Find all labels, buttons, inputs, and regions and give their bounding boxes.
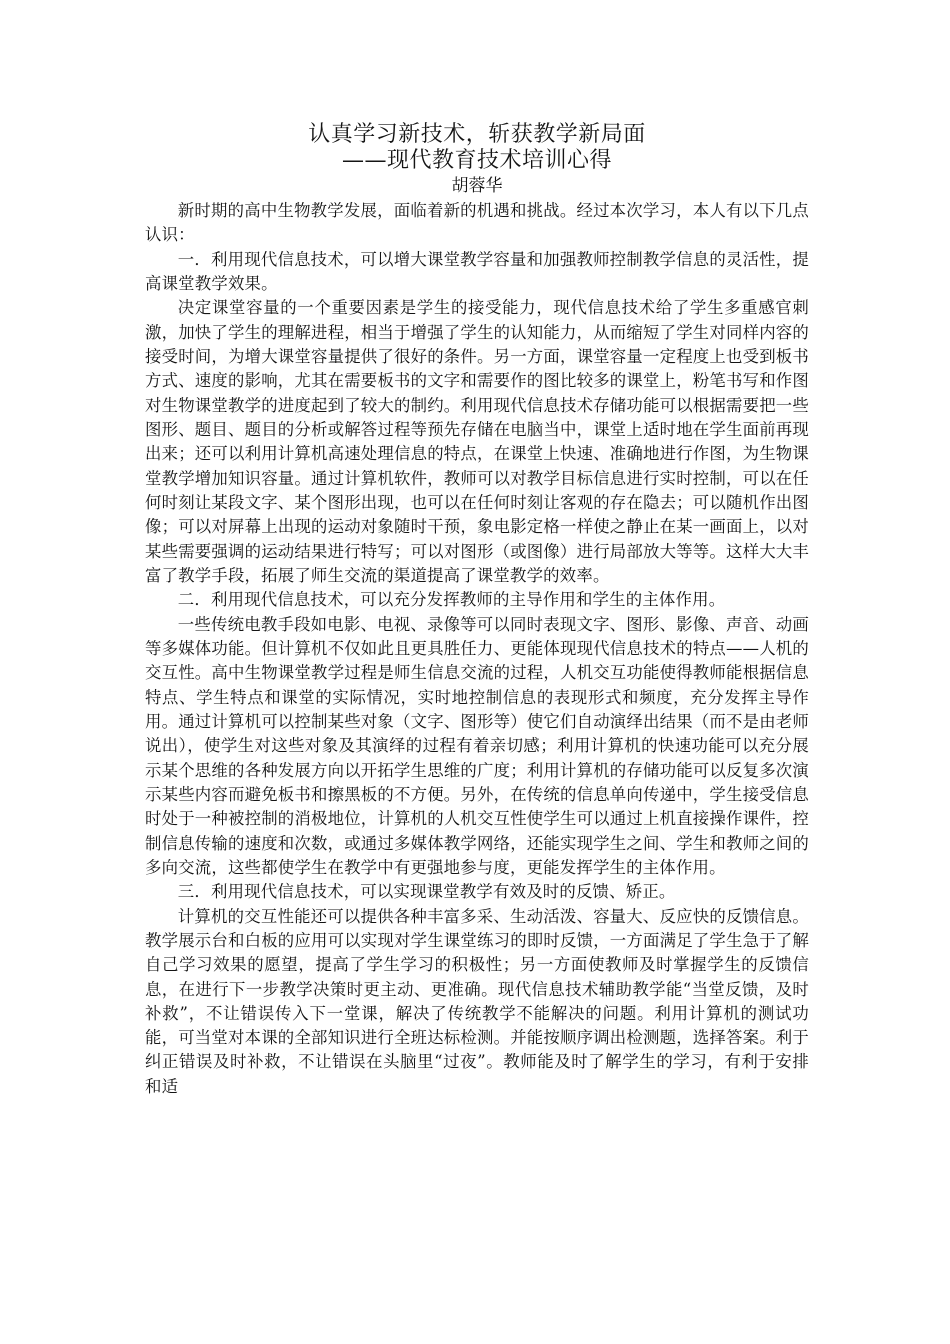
- section-heading-3: 三．利用现代信息技术，可以实现课堂教学有效及时的反馈、矫正。: [177, 882, 676, 902]
- document-author: 胡蓉华: [451, 176, 503, 196]
- section-1-paragraph: 决定课堂容量的一个重要因素是学生的接受能力，现代信息技术给了学生多重感官刺激，加快了学生的理解进程，相当于增强了学生的认知能力，从而缩短了学生对同样内容的接受时间，为增大课堂容量提供了很好的条件。另一方面，课堂容量一定程度上也受到板书方式、速度的影响，尤其在需要板书的文字和需要作的图比较多的课堂上，粉笔书写和作图对生物课堂教学的进度起到了较大的制约。利用现代信息技术存储功能可以根据需要把一些图形、题目、题目的分析或解答过程等预先存储在电脑当中，课堂上适时地在学生面前再现出来；还可以利用计算机高速处理信息的特点，在课堂上快速、准确地进行作图，为生物课堂教学增加知识容量。通过计算机软件，教师可以对教学目标信息进行实时控制，可以在任何时刻让某段文字、某个图形出现，也可以在任何时刻让客观的存在隐去；可以随机作出图像；可以对屏幕上出现的运动对象随时干预，象电影定格一样使之静止在某一画面上，以对某些需要强调的运动结果进行特写；可以对图形（或图像）进行局部放大等等。这样大大丰富了教学手段，拓展了师生交流的渠道提高了课堂教学的效率。: [145, 298, 809, 585]
- intro-paragraph: 新时期的高中生物教学发展，面临着新的机遇和挑战。经过本次学习，本人有以下几点认识：: [145, 201, 809, 245]
- section-3-paragraph: 计算机的交互性能还可以提供各种丰富多采、生动活泼、容量大、反应快的反馈信息。教学展示台和白板的应用可以实现对学生课堂练习的即时反馈，一方面满足了学生急于了解自己学习效果的愿望，提高了学生学习的积极性；另一方面使教师及时掌握学生的反馈信息，在进行下一步教学决策时更主动、更准确。现代信息技术辅助教学能“当堂反馈，及时补救”，不让错误传入下一堂课，解决了传统教学不能解决的问题。利用计算机的测试功能，可当堂对本课的全部知识进行全班达标检测。并能按顺序调出检测题，选择答案。利于纠正错误及时补救，不让错误在头脑里“过夜”。教师能及时了解学生的学习，有利于安排和适: [145, 906, 809, 1096]
- section-2-paragraph: 一些传统电教手段如电影、电视、录像等可以同时表现文字、图形、影像、声音、动画等多媒体功能。但计算机不仅如此且更具胜任力、更能体现现代信息技术的特点——人机的交互性。高中生物课堂教学过程是师生信息交流的过程，人机交互功能使得教师能根据信息特点、学生特点和课堂的实际情况，实时地控制信息的表现形式和频度，充分发挥主导作用。通过计算机可以控制某些对象（文字、图形等）使它们自动演绎出结果（而不是由老师说出），使学生对这些对象及其演绎的过程有着亲切感；利用计算机的快速功能可以充分展示某个思维的各种发展方向以开拓学生思维的广度；利用计算机的存储功能可以反复多次演示某些内容而避免板书和擦黑板的不方便。另外，在传统的信息单向传递中，学生接受信息时处于一种被控制的消极地位，计算机的人机交互性使学生可以通过上机直接操作课件，控制信息传输的速度和次数，或通过多媒体教学网络，还能实现学生之间、学生和教师之间的多向交流，这些都使学生在教学中有更强地参与度，更能发挥学生的主体作用。: [145, 614, 809, 877]
- document-header: [145, 122, 809, 198]
- document-body: [145, 199, 809, 1099]
- section-heading-2: 二．利用现代信息技术，可以充分发挥教师的主导作用和学生的主体作用。: [177, 590, 726, 610]
- document-title: 认真学习新技术，斩获教学新局面: [308, 122, 646, 147]
- document-subtitle: ——现代教育技术培训心得: [341, 148, 612, 173]
- section-heading-1: 一．利用现代信息技术，可以增大课堂教学容量和加强教师控制教学信息的灵活性，提高课堂教学效果。: [145, 249, 809, 293]
